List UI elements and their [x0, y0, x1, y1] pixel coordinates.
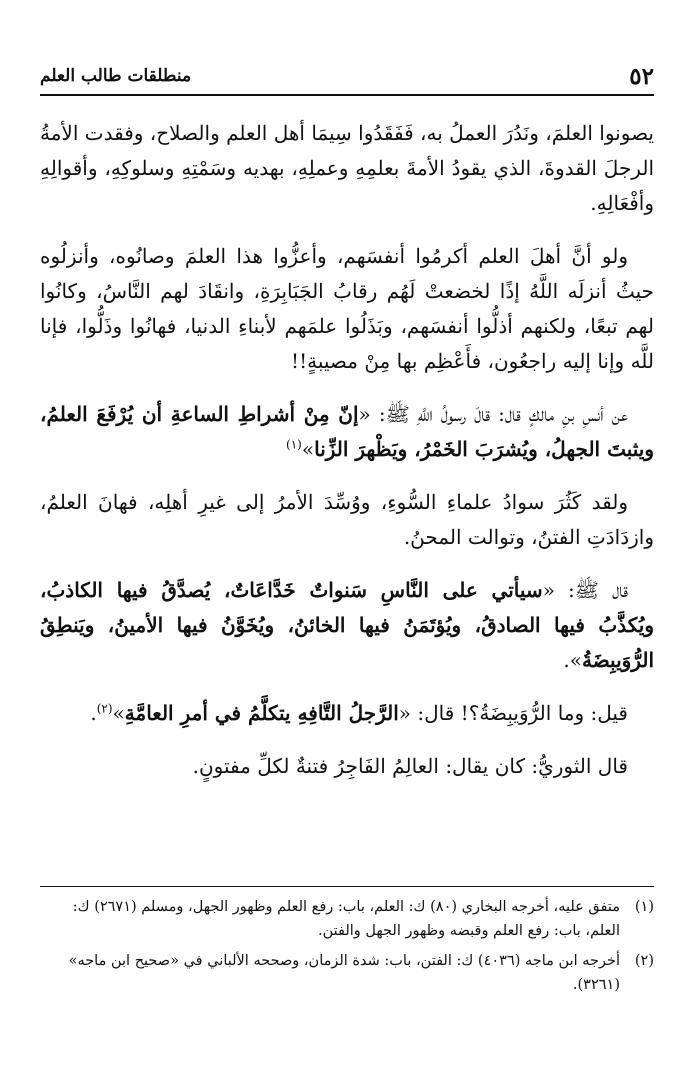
- hadith-text: الرَّجلُ التَّافِهِ يتكلَّمُ في أمرِ العامَّةِ: [124, 701, 399, 725]
- main-text: [40, 116, 654, 784]
- footnote-ref-2[interactable]: (٢): [96, 701, 113, 716]
- footnote-ref-1[interactable]: (١): [286, 437, 302, 452]
- paragraph-7: قال الثوريُّ: كان يقال: العالِمُ الفَاجِرُ فتنةٌ لكلِّ مفتونٍ.: [192, 754, 628, 778]
- hadith-intro: عن أنسِ بنِ مالكٍ قال: قالَ رسولُ اللَّهِ ﷺ: «: [358, 402, 628, 426]
- footnote-number: (١): [634, 899, 654, 915]
- footnote-text: أخرجه ابن ماجه (٤٠٣٦) ك: الفتن، باب: شدة الزمان، وصححه الألباني في «صحيح ابن ماجه» (٣٢٦١).: [68, 953, 620, 993]
- hadith-intro: قال ﷺ: «: [542, 578, 628, 602]
- hadith-text: إنّ مِنْ أشراطِ الساعةِ أن يُرْفَعَ العلمُ، ويثبتَ الجهلُ، ويُشرَبَ الخَمْرُ، ويَظْهرَ الزِّنا: [40, 402, 654, 461]
- paragraph-2: ولو أنَّ أهلَ العلم أكرمُوا أنفسَهم، وأعزُّوا هذا العلمَ وصانُوه، وأنزلُوه حيثُ أنزلَه اللَّهُ إذًا لخضعتْ لَهُم رقابُ الجَبَابِرَةِ، وانقَادَ لهم النَّاسُ، وكانُوا لهم تبعًا، ولكنهم أذلُّوا أنفسَهم، وبَذَلُوا علمَهم لأبناءِ الدنيا، فهانُوا وذَلُّوا، فإنا للَّه وإنا إليه راجعُون، فأَعْظِم بها مِنْ مصيبةٍ!!: [40, 244, 654, 373]
- footnote-1: [40, 895, 654, 943]
- footnote-text: متفق عليه، أخرجه البخاري (٨٠) ك: العلم، باب: رفع العلم وظهور الجهل، ومسلم (٢٦٧١) ك: العلم، باب: رفع العلم وقبضه وظهور الجهل والفتن.: [72, 899, 620, 939]
- hadith-close: ».: [563, 648, 582, 672]
- page-header: [40, 58, 654, 96]
- paragraph-4: ولقد كَثُرَ سوادُ علماءِ السُّوءِ، ووُسِّدَ الأمرُ إلى غيرِ أهلِه، فهانَ العلمُ، وازدَادَتِ الفتنُ، وتوالت المحنُ.: [40, 490, 654, 549]
- hadith-close: »: [112, 701, 125, 725]
- sentence-end: .: [90, 701, 97, 725]
- paragraph-5: [40, 573, 654, 678]
- running-title: منطلقات طالب العلم: [40, 66, 192, 86]
- paragraph-3: [40, 397, 654, 467]
- paragraph-6: [40, 696, 654, 731]
- hadith-intro: قيل: وما الرُّوَيبِضَةُ؟! قال: «: [398, 701, 628, 725]
- page-number: ٥٢: [629, 62, 654, 90]
- footnote-number: (٢): [634, 953, 654, 969]
- footnotes: [40, 886, 654, 1003]
- paragraph-1: يصونوا العلمَ، ونَدُرَ العملُ به، فَفَقَدُوا سِيمَا أهل العلم والصلاح، وفقدت الأمةُ الرجلَ القدوةَ، الذي يقودُ الأمةَ بعلمِهِ وعملِهِ، بهديه وسَمْتِهِ وسلوكِهِ، وأقوالِهِ وأفْعَالِهِ.: [40, 121, 654, 215]
- hadith-close: »: [301, 437, 315, 461]
- hadith-text: سيأتي على النَّاسِ سَنواتٌ خَدَّاعَاتٌ، يُصدَّقُ فيها الكاذبُ، ويُكذَّبُ فيها الصادقُ، ويُؤتَمَنُ فيها الخائنُ، ويُخَوَّنُ فيها الأمينُ، ويَنطِقُ الرُّوَيبِضَةُ: [40, 578, 654, 672]
- footnote-2: [40, 949, 654, 997]
